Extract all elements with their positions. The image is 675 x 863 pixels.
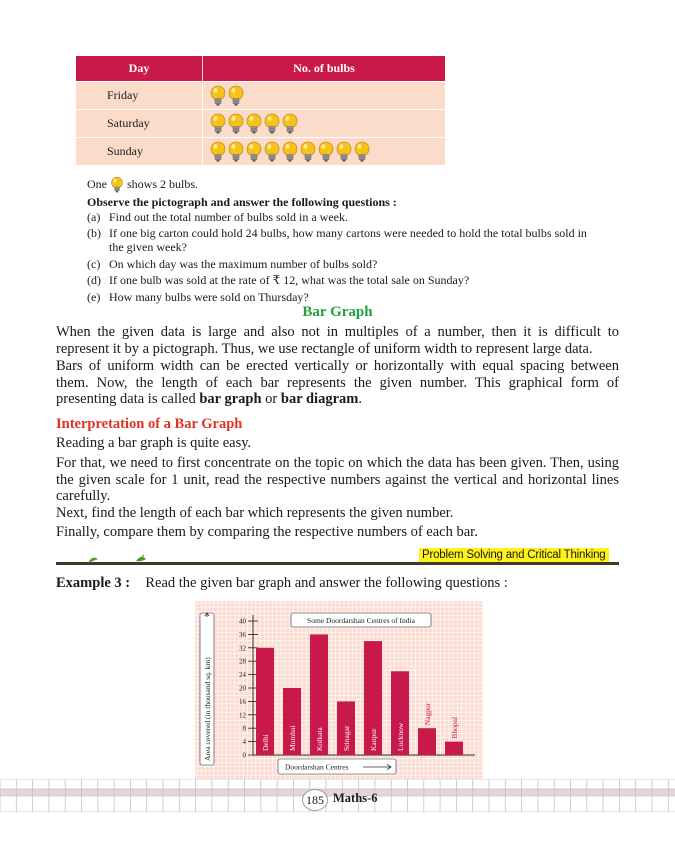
paragraph-1: When the given data is large and also not in multiples of a number, then it is difficult to represent it by a pictograph. Thus, we use rectangle of uniform width to represent large data. <box>56 324 619 357</box>
interp-line-4: Finally, compare them by comparing the respective numbers of each bar. <box>56 524 478 540</box>
y-tick-label: 32 <box>239 644 246 653</box>
bulb-icon <box>263 113 281 135</box>
question-label: (b) <box>87 226 101 241</box>
bar-label: Delhi <box>261 734 270 751</box>
pictograph-table <box>76 56 445 165</box>
y-tick-label: 28 <box>239 657 246 666</box>
paragraph-2 <box>56 358 619 408</box>
y-tick-label: 12 <box>239 711 246 720</box>
bulb-icon <box>227 85 245 107</box>
y-tick-label: 8 <box>242 724 246 733</box>
key-suffix: shows 2 bulbs. <box>127 176 199 191</box>
bulb-icon <box>263 141 281 163</box>
bulbs-cell <box>203 82 446 110</box>
bulb-icon <box>353 141 371 163</box>
bulb-icon <box>227 141 245 163</box>
day-cell: Sunday <box>76 138 203 166</box>
leaf-decoration-icon <box>80 553 160 569</box>
bar-label: Kolkata <box>315 727 324 751</box>
question-text: On which day was the maximum number of bulbs sold? <box>109 256 378 271</box>
bar-label: Srinagar <box>342 725 351 751</box>
p2-or: or <box>265 391 278 407</box>
key-prefix: One <box>87 176 107 191</box>
bar-label: Kanpur <box>369 728 378 751</box>
day-cell: Saturday <box>76 110 203 138</box>
section-title: Bar Graph <box>302 304 373 320</box>
question-item <box>87 226 619 254</box>
bulb-icon <box>245 113 263 135</box>
interpretation-heading: Interpretation of a Bar Graph <box>56 416 243 432</box>
bulbs-cell <box>203 138 446 166</box>
question-label: (e) <box>87 289 101 304</box>
bulb-icon <box>209 85 227 107</box>
term-bar-graph: bar graph <box>199 391 262 407</box>
bulb-icon <box>245 141 263 163</box>
bulb-icon <box>299 141 317 163</box>
question-text: How many bulbs were sold on Thursday? <box>109 289 309 304</box>
page-number: 185 <box>302 789 328 811</box>
bar-bhopal <box>445 742 463 755</box>
bar-label: Nagpur <box>423 702 432 726</box>
band-label: Problem Solving and Critical Thinking <box>419 548 609 562</box>
table-row <box>76 82 445 110</box>
question-item <box>87 257 619 271</box>
bulb-icon <box>281 141 299 163</box>
example-text: Read the given bar graph and answer the following questions : <box>145 575 508 591</box>
bar-chart <box>195 601 483 779</box>
question-item <box>87 273 619 287</box>
question-label: (d) <box>87 273 101 288</box>
bulbs-cell <box>203 110 446 138</box>
chart-title: Some Doordarshan Centres of India <box>307 616 415 625</box>
question-item <box>87 210 619 224</box>
interp-line-2: For that, we need to first concentrate on the topic on which the data has been given. Then, using the given scale for 1 unit, read the respective numbers against the vertical and horizontal lines carefully. <box>56 455 619 504</box>
example-label: Example 3 : <box>56 575 131 591</box>
column-header-bulbs: No. of bulbs <box>203 56 446 82</box>
y-tick-label: 16 <box>239 697 246 706</box>
bar-label: Lucknow <box>396 722 405 751</box>
question-text: If one big carton could hold 24 bulbs, how many cartons were needed to hold the total bulbs sold in <box>109 226 587 241</box>
bulb-icon <box>281 113 299 135</box>
question-text-continued: the given week? <box>109 240 187 255</box>
question-text: Find out the total number of bulbs sold in a week. <box>109 210 348 224</box>
questions-intro: Observe the pictograph and answer the following questions : <box>87 195 397 209</box>
book-name: Maths-6 <box>333 791 378 805</box>
column-header-day: Day <box>76 56 203 82</box>
y-axis-label: Area covered (in thousand sq. km) <box>203 657 212 761</box>
day-cell: Friday <box>76 82 203 110</box>
x-axis-label: Doordarshan Centres <box>285 762 349 772</box>
question-label: (a) <box>87 210 101 224</box>
question-text: If one bulb was sold at the rate of ₹ 12, what was the total sale on Sunday? <box>109 273 470 288</box>
y-tick-label: 20 <box>239 684 246 693</box>
y-tick-label: 0 <box>242 751 246 760</box>
table-row <box>76 138 445 166</box>
bulb-icon <box>317 141 335 163</box>
bar-label: Bhopal <box>450 716 459 739</box>
question-item <box>87 290 619 304</box>
example-heading <box>56 575 508 592</box>
questions-list <box>87 210 619 306</box>
y-tick-label: 36 <box>239 630 246 639</box>
interp-line-1: Reading a bar graph is quite easy. <box>56 435 252 451</box>
bar-nagpur <box>418 728 436 755</box>
interp-line-3: Next, find the length of each bar which represents the given number. <box>56 505 454 521</box>
table-row <box>76 110 445 138</box>
bulb-icon <box>209 113 227 135</box>
y-tick-label: 4 <box>242 738 246 747</box>
p2-end: . <box>358 391 362 407</box>
bulb-icon <box>209 141 227 163</box>
term-bar-diagram: bar diagram <box>280 391 359 407</box>
y-tick-label: 24 <box>239 671 246 680</box>
y-tick-label: 40 <box>239 617 246 626</box>
question-label: (c) <box>87 256 101 271</box>
bulb-icon <box>227 113 245 135</box>
pictograph-key <box>87 176 198 194</box>
bulb-icon <box>110 176 124 194</box>
bulb-icon <box>335 141 353 163</box>
p2-start: Bars of uniform width can be erected vertically or horizontally with equal spacing between them. Now, the length of each bar represents the given number. This graphical form of presenting data is called <box>56 358 619 407</box>
bar-label: Mumbai <box>288 725 297 751</box>
